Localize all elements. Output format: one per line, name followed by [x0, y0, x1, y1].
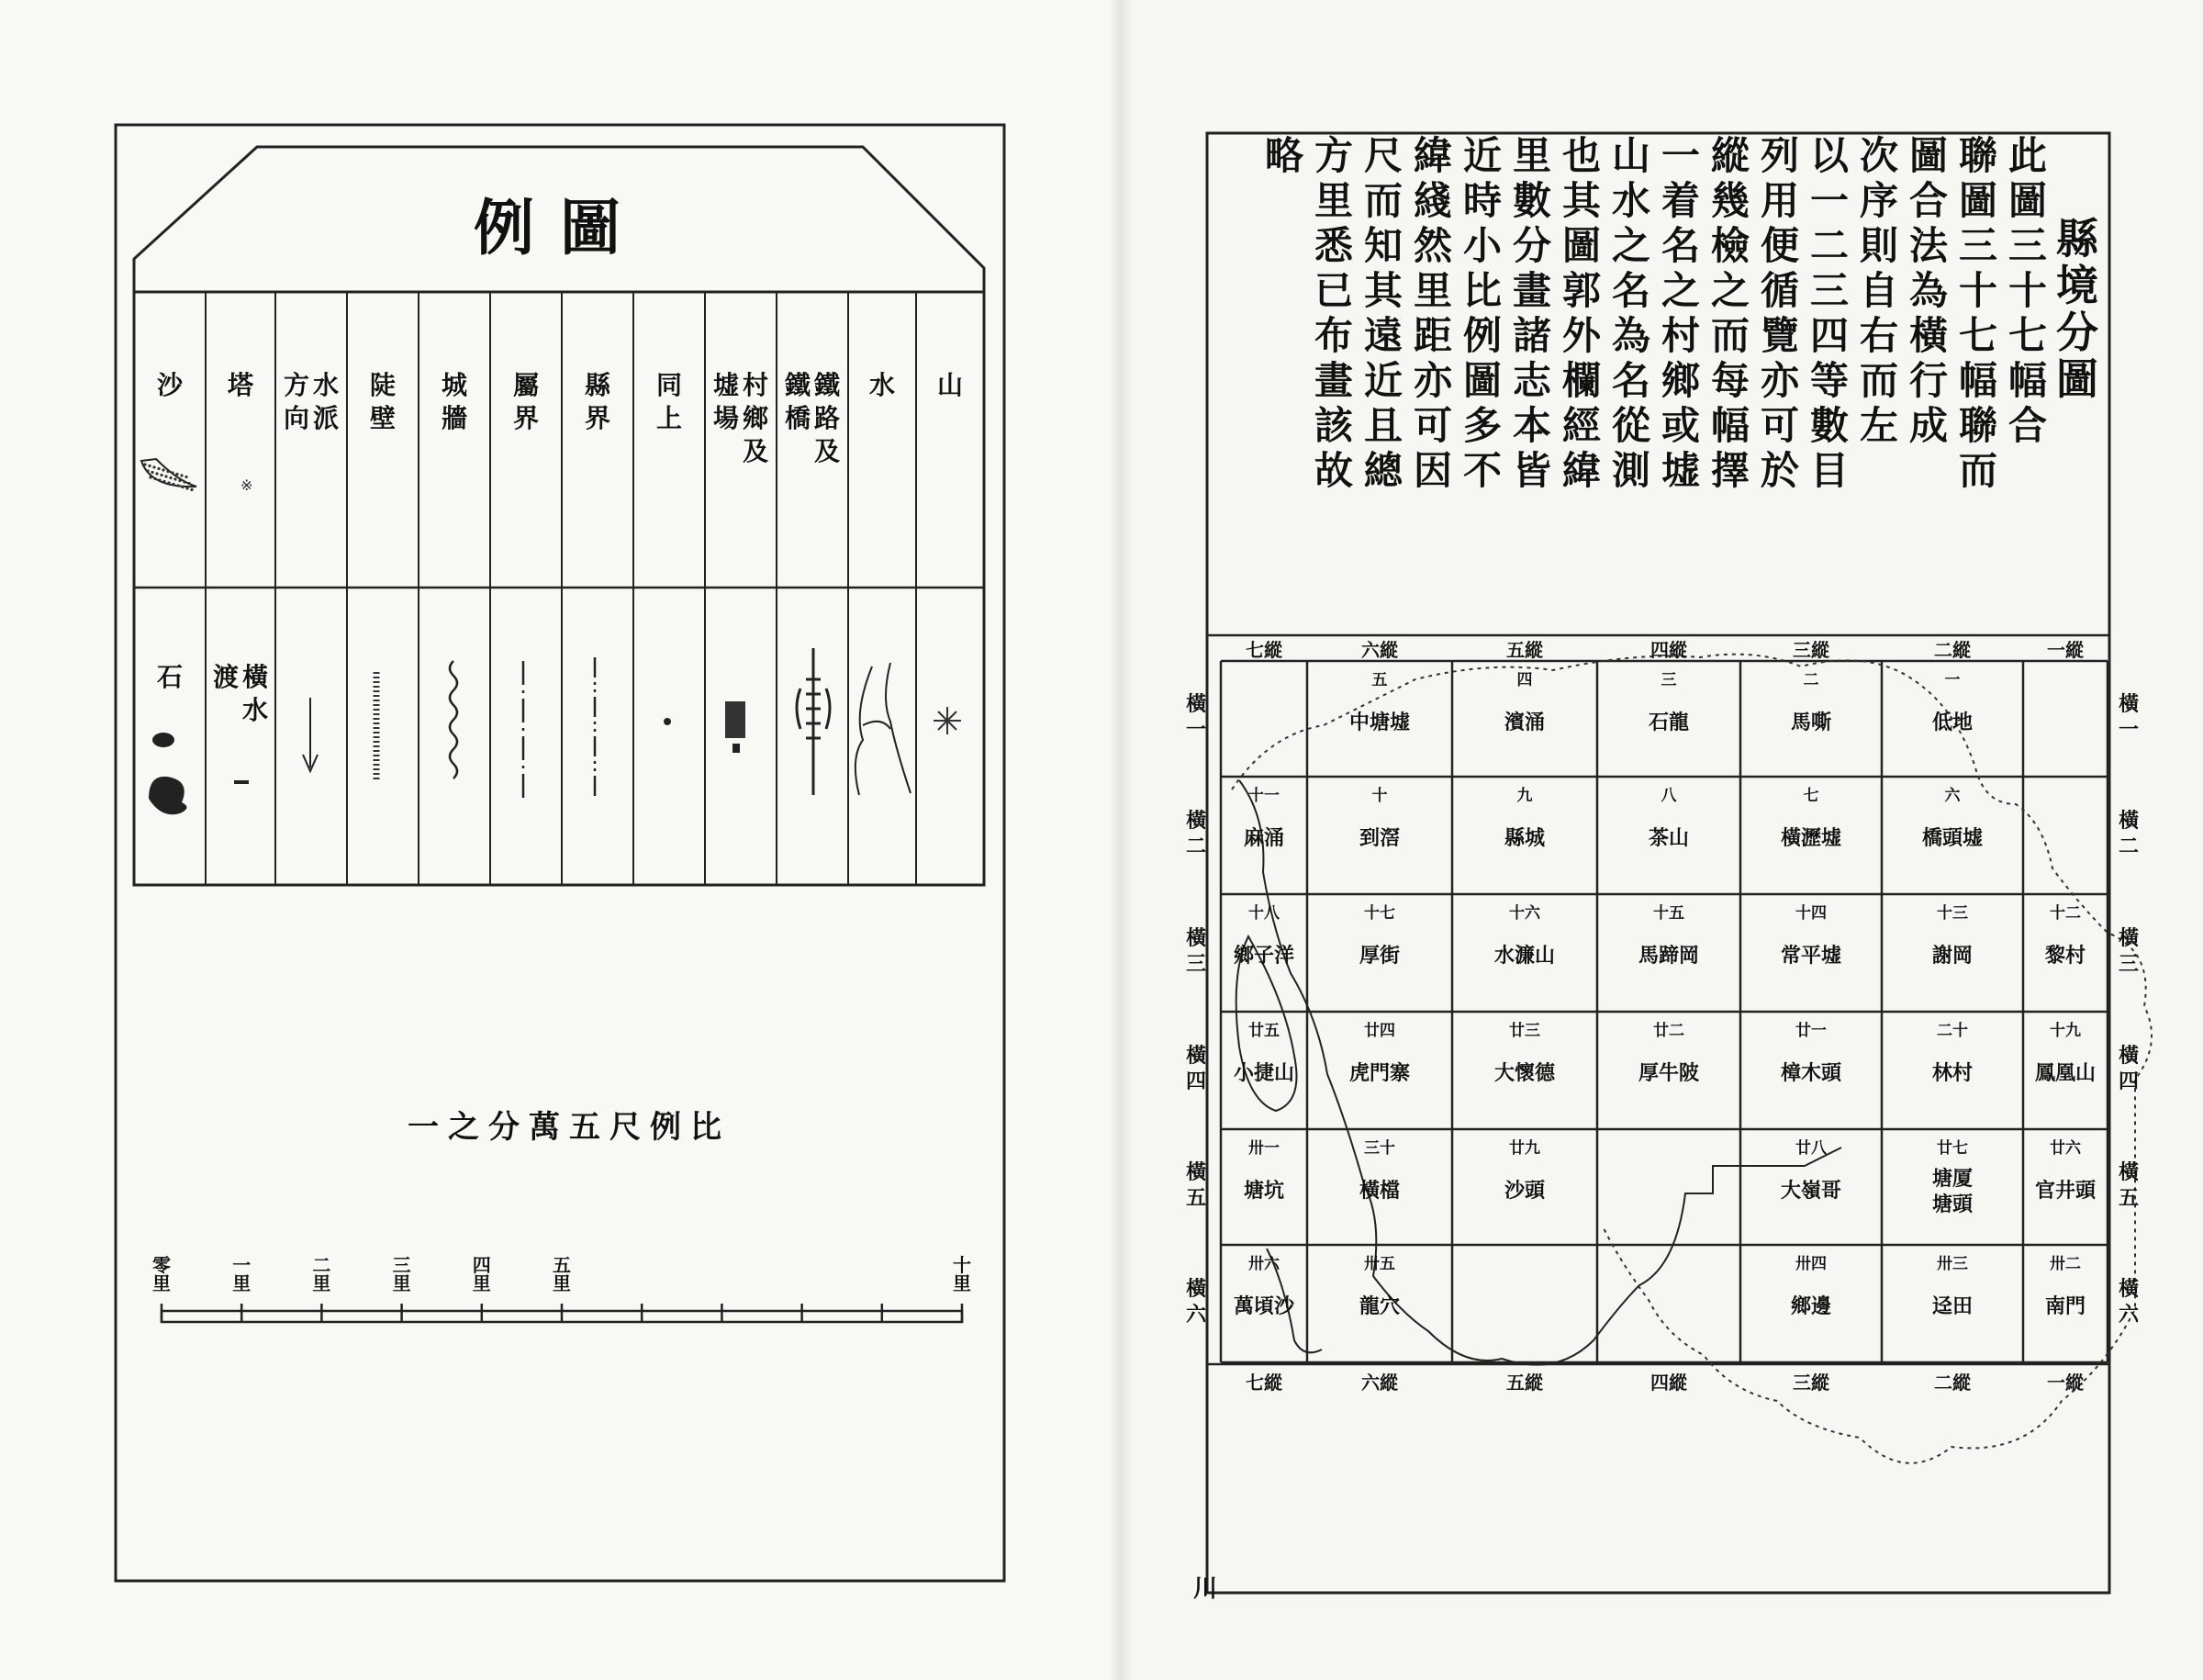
legend-label-top: 縣 界 — [584, 370, 610, 433]
map-sheet-name: 馬蹄岡 — [1638, 944, 1699, 968]
map-sheet-name: 橫檔 — [1359, 1179, 1400, 1203]
row-label-left: 橫 一 — [1185, 692, 1206, 742]
row-label-right: 橫 六 — [2118, 1277, 2139, 1327]
note-column: 近 時 小 比 例 圖 多 不 — [1462, 133, 1502, 493]
map-sheet-number: 十 — [1371, 787, 1388, 805]
map-sheet-number: 十九 — [2050, 1022, 2081, 1040]
note-column: 山 水 之 名 為 名 從 測 — [1611, 133, 1650, 493]
map-sheet-name: 低地 — [1931, 711, 1973, 734]
map-sheet-number: 二 — [1803, 671, 1819, 689]
map-sheet-name: 茶山 — [1648, 826, 1689, 850]
column-label-top: 三縱 — [1793, 639, 1829, 661]
legend-label-bottom: 石 — [156, 662, 183, 692]
column-label-top: 六縱 — [1361, 639, 1398, 661]
map-sheet-name: 鄉邊 — [1790, 1294, 1831, 1318]
scale-title: 一之分萬五尺例比 — [408, 1109, 731, 1146]
column-label-bottom: 六縱 — [1361, 1372, 1398, 1394]
map-sheet-number: 十七 — [1364, 904, 1395, 923]
column-label-top: 四縱 — [1650, 639, 1687, 661]
map-sheet-name: 沙頭 — [1504, 1179, 1545, 1203]
map-sheet-name: 橋頭墟 — [1921, 826, 1983, 850]
note-column: 縱 幾 檢 之 而 每 幅 擇 — [1710, 133, 1750, 493]
map-sheet-number: 三十 — [1364, 1139, 1395, 1158]
map-sheet-number: 四 — [1516, 671, 1533, 689]
scale-tick-label: 十 里 — [953, 1254, 971, 1294]
row-label-right: 橫 一 — [2118, 692, 2139, 742]
page-mark: 川 — [1193, 1575, 1218, 1603]
note-column: 以 一 二 三 四 等 數 目 — [1809, 133, 1849, 493]
map-sheet-name: 小捷山 — [1233, 1061, 1294, 1085]
map-sheet-name: 鳳凰山 — [2034, 1061, 2096, 1085]
map-sheet-number: 十二 — [2050, 904, 2081, 923]
note-column: 里 數 分 畫 諸 志 本 皆 — [1512, 133, 1551, 493]
map-sheet-number: 六 — [1944, 787, 1961, 805]
map-sheet-name: 林村 — [1931, 1061, 1973, 1085]
legend-label-top: 鐵 路 及 鐵 橋 — [784, 370, 841, 466]
explanatory-note — [1212, 133, 2102, 610]
map-sheet-number: 一 — [1944, 671, 1961, 689]
map-sheet-number: 廿八 — [1795, 1139, 1827, 1158]
row-label-right: 橫 三 — [2118, 926, 2139, 976]
scale-tick-label: 五 里 — [553, 1254, 571, 1294]
note-column: 一 着 名 之 村 鄉 或 墟 — [1661, 133, 1700, 493]
legend-label-top: 水 — [868, 370, 895, 400]
map-sheet-name: 官井頭 — [2034, 1179, 2096, 1203]
note-column: 圖 合 法 為 橫 行 成 — [1908, 133, 1948, 448]
note-column: 也 其 圖 郭 外 欄 經 緯 — [1561, 133, 1601, 493]
map-sheet-number: 十八 — [1248, 904, 1280, 923]
note-tail: 分縣境分將表 其七行縱六上下 字編橫幾其中 鎮戍量例及有之 加經例比圖經從 — [1230, 572, 1671, 587]
map-sheet-name: 黎村 — [2044, 944, 2086, 968]
map-sheet-name: 鄉子洋 — [1233, 944, 1294, 968]
column-label-top: 一縱 — [2047, 639, 2084, 661]
map-sheet-number: 十四 — [1795, 904, 1827, 923]
note-column: 方 里 悉 已 布 畫 該 故 — [1314, 133, 1353, 493]
row-label-left: 橫 三 — [1185, 926, 1206, 976]
column-label-top: 七縱 — [1246, 639, 1282, 661]
legend-label-top: 沙 — [156, 370, 183, 400]
scale-tick-label: 一 里 — [232, 1254, 252, 1294]
map-sheet-name: 虎門寨 — [1348, 1061, 1410, 1085]
row-label-left: 橫 四 — [1185, 1044, 1206, 1093]
map-sheet-number: 十五 — [1653, 904, 1684, 923]
legend-label-top: 陡 壁 — [369, 370, 396, 433]
row-label-right: 橫 四 — [2118, 1044, 2139, 1093]
map-sheet-name: 縣城 — [1504, 826, 1545, 850]
note-column: 此 圖 三 十 七 幅 合 — [2007, 133, 2047, 448]
map-sheet-name: 水濂山 — [1493, 944, 1555, 968]
map-sheet-number: 卅六 — [1248, 1255, 1280, 1273]
map-sheet-name: 到滘 — [1359, 826, 1400, 850]
map-sheet-name: 石龍 — [1648, 711, 1689, 734]
map-sheet-name: 厚街 — [1359, 944, 1400, 968]
map-sheet-name: 萬頃沙 — [1233, 1294, 1294, 1318]
map-sheet-name: 橫瀝墟 — [1780, 826, 1841, 850]
map-sheet-name: 南門 — [2044, 1294, 2086, 1318]
column-label-top: 二縱 — [1934, 639, 1971, 661]
map-sheet-name: 迳田 — [1931, 1294, 1973, 1318]
map-sheet-number: 十六 — [1509, 904, 1540, 923]
map-sheet-number: 九 — [1516, 787, 1533, 805]
row-label-left: 橫 六 — [1185, 1277, 1206, 1327]
map-sheet-number: 卅三 — [1937, 1255, 1968, 1273]
map-sheet-number: 二十 — [1937, 1022, 1968, 1040]
map-sheet-number: 廿二 — [1653, 1022, 1684, 1040]
column-label-top: 五縱 — [1506, 639, 1543, 661]
map-sheet-number: 卅二 — [2050, 1255, 2081, 1273]
map-sheet-number: 廿三 — [1509, 1022, 1540, 1040]
map-sheet-name: 塘坑 — [1243, 1179, 1284, 1203]
row-label-left: 橫 五 — [1185, 1160, 1206, 1210]
note-column: 聯 圖 三 十 七 幅 聯 而 — [1958, 133, 1997, 493]
note-column: 緯 綫 然 里 距 亦 可 因 — [1413, 133, 1452, 493]
note-column: 列 用 便 循 覽 亦 可 於 — [1760, 133, 1799, 493]
row-label-right: 橫 五 — [2118, 1160, 2139, 1210]
map-sheet-name: 大懷德 — [1493, 1061, 1555, 1085]
map-sheet-number: 廿六 — [2050, 1139, 2081, 1158]
map-sheet-name: 塘厦 塘頭 — [1931, 1167, 1973, 1216]
note-title: 縣 境 分 圖 — [2056, 214, 2098, 404]
map-sheet-number: 廿七 — [1937, 1139, 1968, 1158]
map-sheet-number: 廿五 — [1248, 1022, 1280, 1040]
map-sheet-name: 常平墟 — [1780, 944, 1841, 968]
column-label-bottom: 三縱 — [1793, 1372, 1829, 1394]
row-label-right: 橫 二 — [2118, 809, 2139, 858]
map-sheet-name: 謝岡 — [1931, 944, 1973, 968]
legend-label-top: 城 牆 — [441, 370, 467, 433]
map-sheet-name: 龍穴 — [1359, 1294, 1400, 1318]
legend-label-top: 塔 — [227, 370, 253, 400]
map-sheet-number: 十三 — [1937, 904, 1968, 923]
legend-label-bottom: 橫 水 渡 — [212, 662, 269, 725]
legend-label-top: 水 派 方 向 — [283, 370, 340, 433]
note-column: 次 序 則 自 右 而 左 — [1859, 133, 1898, 448]
map-sheet-number: 卅五 — [1364, 1255, 1395, 1273]
svg-text:※: ※ — [240, 476, 253, 494]
map-sheet-name: 厚牛陂 — [1638, 1061, 1699, 1085]
map-sheet-name: 大嶺哥 — [1780, 1179, 1841, 1203]
scale-tick-label: 二 里 — [312, 1254, 331, 1294]
map-sheet-name: 麻涌 — [1243, 826, 1284, 850]
map-sheet-name: 濱涌 — [1504, 711, 1545, 734]
map-sheet-number: 八 — [1661, 787, 1677, 805]
column-label-bottom: 七縱 — [1246, 1372, 1282, 1394]
column-label-bottom: 二縱 — [1934, 1372, 1971, 1394]
column-label-bottom: 一縱 — [2047, 1372, 2084, 1394]
map-sheet-number: 三 — [1661, 671, 1677, 689]
map-sheet-number: 十一 — [1248, 787, 1280, 805]
legend-label-top: 同 上 — [655, 370, 682, 433]
row-label-left: 橫 二 — [1185, 809, 1206, 858]
map-sheet-number: 卅一 — [1248, 1139, 1280, 1158]
map-sheet-name: 馬嘶 — [1790, 711, 1831, 734]
column-label-bottom: 四縱 — [1650, 1372, 1687, 1394]
scale-tick-label: 四 里 — [472, 1254, 491, 1294]
note-column: 略 — [1264, 133, 1303, 178]
map-sheet-number: 廿一 — [1795, 1022, 1827, 1040]
map-sheet-number: 七 — [1803, 787, 1819, 805]
map-sheet-number: 廿四 — [1364, 1022, 1395, 1040]
column-label-bottom: 五縱 — [1506, 1372, 1543, 1394]
scale-tick-label: 零 里 — [152, 1254, 171, 1294]
map-sheet-number: 五 — [1371, 671, 1388, 689]
scale-tick-label: 三 里 — [392, 1254, 411, 1294]
map-sheet-name: 中塘墟 — [1348, 711, 1410, 734]
map-sheet-number: 卅四 — [1795, 1255, 1827, 1273]
legend-label-top: 村 鄉 及 墟 場 — [712, 370, 769, 466]
legend-title: 例圖 — [474, 192, 646, 263]
legend-label-top: 山 — [936, 370, 963, 400]
note-column: 尺 而 知 其 遠 近 且 總 — [1363, 133, 1403, 493]
map-sheet-name: 樟木頭 — [1780, 1061, 1841, 1085]
map-sheet-number: 廿九 — [1509, 1139, 1540, 1158]
legend-label-top: 屬 界 — [512, 370, 539, 433]
